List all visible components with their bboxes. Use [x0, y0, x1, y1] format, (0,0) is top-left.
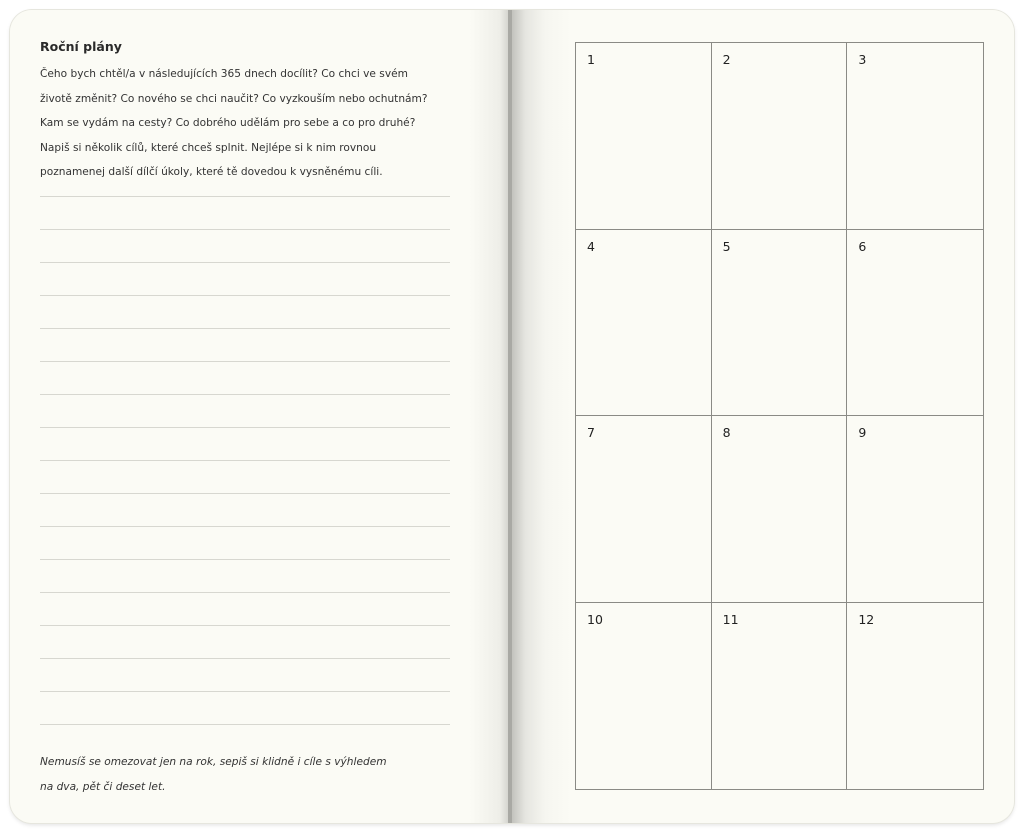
- month-cell-9[interactable]: [847, 416, 983, 603]
- writing-line[interactable]: [40, 526, 450, 527]
- month-cell-10[interactable]: [576, 603, 712, 790]
- month-cell-12[interactable]: [847, 603, 983, 790]
- writing-line[interactable]: [40, 361, 450, 362]
- month-cell-11[interactable]: [712, 603, 848, 790]
- month-cell-7[interactable]: [576, 416, 712, 603]
- month-cell-1[interactable]: [576, 43, 712, 230]
- writing-line[interactable]: [40, 460, 450, 461]
- writing-line[interactable]: [40, 625, 450, 626]
- book-spine: [508, 10, 512, 823]
- month-cell-8[interactable]: [712, 416, 848, 603]
- month-number: 1: [587, 52, 595, 67]
- month-cell-4[interactable]: [576, 230, 712, 417]
- writing-line[interactable]: [40, 691, 450, 692]
- writing-line[interactable]: [40, 658, 450, 659]
- month-number: 5: [722, 238, 731, 254]
- writing-line[interactable]: [40, 394, 450, 395]
- intro-text: [40, 62, 460, 185]
- page-title: Roční plány: [40, 39, 122, 54]
- intro-line: poznamenej další dílčí úkoly, které tě dovedou k vysněnému cíli.: [40, 166, 383, 179]
- month-number: 8: [722, 425, 731, 440]
- month-cell-6[interactable]: [847, 230, 983, 417]
- writing-line[interactable]: [40, 229, 450, 230]
- month-cell-5[interactable]: [712, 230, 848, 417]
- writing-line[interactable]: [40, 592, 450, 593]
- writing-line[interactable]: [40, 724, 450, 725]
- left-page: [10, 10, 510, 823]
- month-number: 7: [587, 425, 595, 440]
- month-number: 12: [858, 611, 875, 627]
- footer-line: Nemusíš se omezovat jen na rok, sepiš si klidně i cíle s výhledem: [40, 756, 387, 768]
- planner-spread: [10, 10, 1014, 823]
- month-number: 10: [587, 611, 603, 627]
- writing-line[interactable]: [40, 262, 450, 263]
- writing-line[interactable]: [40, 295, 450, 296]
- month-cell-2[interactable]: [712, 43, 848, 230]
- intro-line: životě změnit? Co nového se chci naučit? Co vyzkouším nebo ochutnám?: [40, 92, 428, 105]
- intro-line: Napiš si několik cílů, které chceš splnit. Nejlépe si k nim rovnou: [40, 141, 377, 154]
- intro-line: Čeho bych chtěl/a v následujících 365 dnech docílit? Co chci ve svém: [40, 68, 408, 80]
- writing-line[interactable]: [40, 427, 450, 428]
- writing-line[interactable]: [40, 559, 450, 560]
- month-number: 2: [722, 52, 731, 67]
- writing-line[interactable]: [40, 493, 450, 494]
- footer-line: na dva, pět či deset let.: [40, 780, 166, 793]
- month-number: 4: [587, 238, 595, 254]
- month-grid: [575, 42, 984, 790]
- month-number: 11: [722, 611, 739, 627]
- month-cell-3[interactable]: [847, 43, 983, 230]
- month-number: 9: [858, 425, 867, 440]
- intro-line: Kam se vydám na cesty? Co dobrého udělám pro sebe a co pro druhé?: [40, 117, 416, 130]
- writing-line[interactable]: [40, 196, 450, 197]
- month-number: 3: [858, 52, 867, 67]
- writing-line[interactable]: [40, 328, 450, 329]
- footer-note: [40, 750, 460, 799]
- month-number: 6: [858, 238, 867, 254]
